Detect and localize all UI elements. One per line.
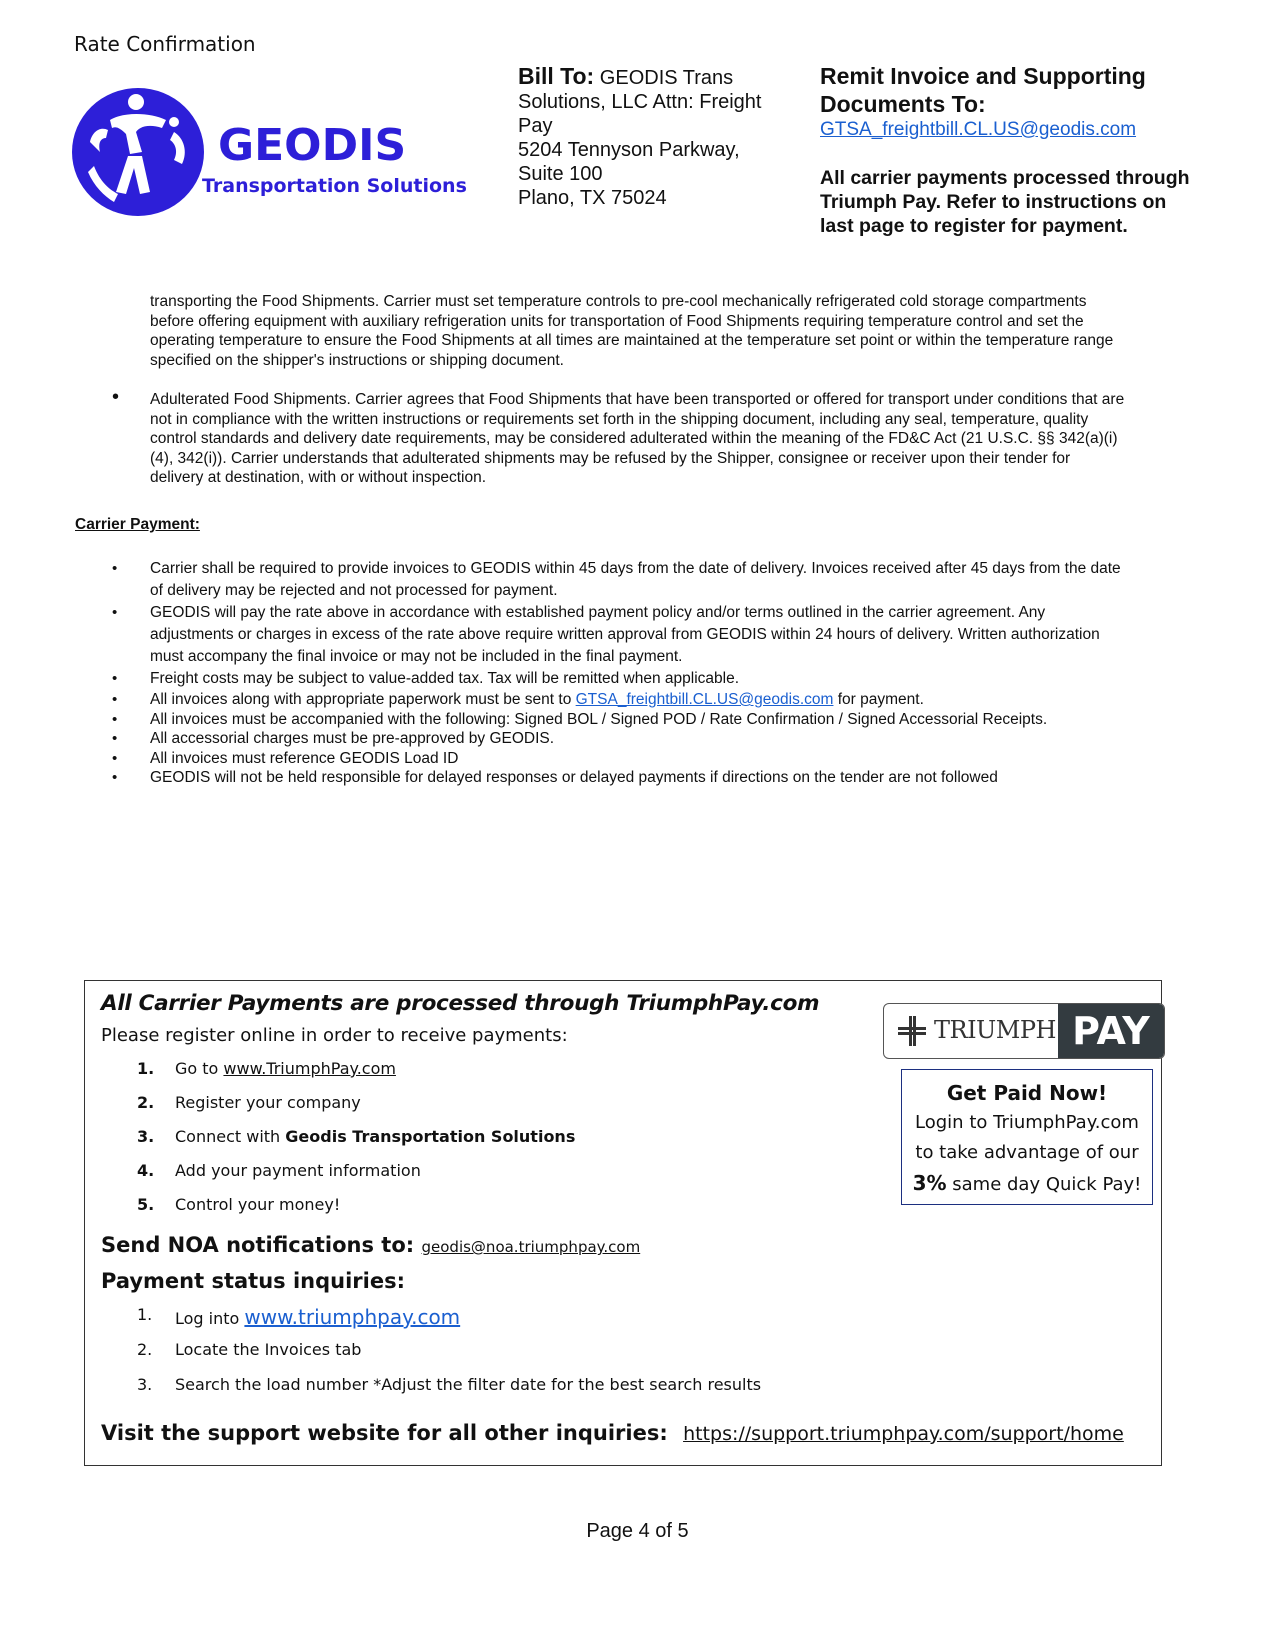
bill-to-block	[518, 64, 783, 210]
food-temperature-paragraph	[150, 292, 1210, 370]
support-line	[101, 1421, 1124, 1445]
paragraph-line: delivery at destination, with or without inspection.	[150, 469, 487, 486]
list-item-line: GEODIS will pay the rate above in accordance with established payment policy and/or terms outlined in the carrier agreement. Any	[150, 604, 1046, 621]
get-paid-line: to take advantage of our	[915, 1142, 1139, 1163]
triumph-cross-icon	[898, 1016, 926, 1046]
bullet-icon: •	[112, 730, 118, 747]
get-paid-line	[902, 1168, 1152, 1200]
triumphpay-logo	[883, 1003, 1165, 1059]
registration-steps	[137, 1059, 575, 1229]
triumphpay-login-link[interactable]: www.triumphpay.com	[244, 1305, 461, 1329]
adulterated-food-paragraph	[112, 386, 1210, 488]
noa-label: Send NOA notifications to:	[101, 1233, 415, 1257]
step-text: Log into	[175, 1309, 245, 1328]
list-item-line: adjustments or charges in excess of the rate above require written approval from GEODIS within 24 hours of delivery. Written authorization	[150, 626, 1100, 643]
paragraph-line: (4), 342(i)). Carrier understands that adulterated shipments may be refused by the Shipper, consignee or receiver upon their tender for	[150, 449, 1071, 467]
list-item	[137, 1161, 575, 1195]
step-text: Connect with	[175, 1127, 286, 1146]
step-text: Register your company	[175, 1093, 361, 1112]
triumphpay-subheading: Please register online in order to receive payments:	[101, 1025, 568, 1046]
list-item	[137, 1340, 761, 1375]
bill-to-line: 5204 Tennyson Parkway,	[518, 139, 740, 161]
list-item	[112, 668, 1210, 690]
geodis-logo	[70, 82, 470, 222]
triumph-wordmark: TRIUMPH	[934, 1016, 1056, 1044]
support-url-link[interactable]: https://support.triumphpay.com/support/home	[683, 1423, 1124, 1445]
list-item	[112, 558, 1210, 602]
list-item-line: Carrier shall be required to provide invoices to GEODIS within 45 days from the date of delivery. Invoices received after 45 days from the date	[150, 560, 1121, 577]
list-item	[137, 1305, 761, 1340]
get-paid-title: Get Paid Now!	[946, 1081, 1108, 1105]
remit-block	[820, 62, 1240, 238]
list-item	[112, 690, 1210, 710]
get-paid-text: same day Quick Pay!	[946, 1174, 1142, 1195]
paragraph-line: before offering equipment with auxiliary refrigeration units for transportation of Food Shipments requiring temperature control and set the	[150, 312, 1084, 330]
bill-to-label: Bill To:	[518, 63, 595, 89]
list-item	[137, 1059, 575, 1093]
get-paid-line: Login to TriumphPay.com	[915, 1112, 1139, 1133]
step-number: 1.	[137, 1059, 155, 1078]
logo-wordmark: GEODIS	[218, 120, 407, 171]
bill-to-line: Suite 100	[518, 163, 603, 185]
list-item	[112, 602, 1210, 668]
remit-notice-line: last page to register for payment.	[820, 215, 1128, 237]
list-item-text: All invoices must reference GEODIS Load ID	[150, 749, 459, 767]
bullet-icon: •	[112, 604, 118, 621]
status-steps	[137, 1305, 761, 1410]
pay-wordmark: PAY	[1058, 1004, 1164, 1058]
list-item	[112, 729, 1210, 749]
step-number: 1.	[137, 1305, 153, 1324]
carrier-payment-heading: Carrier Payment:	[75, 516, 200, 533]
list-item	[137, 1127, 575, 1161]
paragraph-line: not in compliance with the written instructions or requirements set forth in the shipping document, including any seal, temperature, quality	[150, 410, 1089, 428]
paragraph-line: Adulterated Food Shipments. Carrier agrees that Food Shipments that have been transported or offered for transport under conditions that are	[150, 391, 1125, 408]
step-text: Go to	[175, 1059, 224, 1078]
step-text: Add your payment information	[175, 1161, 421, 1180]
bullet-icon: •	[112, 769, 118, 786]
paragraph-line: operating temperature to ensure the Food Shipments at all times are maintained at the temperature set point or within the temperature range	[150, 332, 1114, 349]
step-number: 2.	[137, 1340, 153, 1359]
support-label: Visit the support website for all other inquiries:	[101, 1421, 668, 1445]
invoice-email-link[interactable]: GTSA_freightbill.CL.US@geodis.com	[575, 691, 834, 708]
bill-to-line: Plano, TX 75024	[518, 187, 667, 209]
bullet-icon: •	[112, 710, 118, 728]
triumphpay-link[interactable]: www.TriumphPay.com	[223, 1059, 396, 1078]
list-item-text: All invoices must be accompanied with the following: Signed BOL / Signed POD / Rate Confirmation / Signed Accessorial Receipts.	[150, 710, 1048, 728]
paragraph-line: transporting the Food Shipments. Carrier must set temperature controls to pre-cool mechanically refrigerated cold storage compartments	[150, 293, 1087, 310]
list-item	[137, 1375, 761, 1410]
list-item-line: of delivery may be rejected and not processed for payment.	[150, 582, 558, 599]
remit-notice-line: All carrier payments processed through	[820, 167, 1190, 189]
list-item	[112, 768, 1210, 788]
logo-subtitle: Transportation Solutions	[202, 175, 467, 197]
noa-line	[101, 1233, 640, 1257]
bill-to-line: GEODIS Trans	[599, 67, 734, 89]
paragraph-line: specified on the shipper's instructions or shipping document.	[150, 351, 564, 369]
step-number: 3.	[137, 1127, 155, 1146]
paragraph-line: control standards and delivery date requirements, may be considered adulterated within the meaning of the FD&C Act (21 U.S.C. §§ 342(a)(i)	[150, 430, 1118, 447]
list-item-text: All invoices along with appropriate paperwork must be sent to	[150, 691, 576, 708]
step-text: Search the load number *Adjust the filter date for the best search results	[175, 1375, 762, 1394]
step-text: Control your money!	[175, 1195, 341, 1214]
noa-email-link[interactable]: geodis@noa.triumphpay.com	[421, 1238, 641, 1256]
geodis-emblem-icon	[70, 82, 470, 222]
list-item-text: All accessorial charges must be pre-approved by GEODIS.	[150, 730, 555, 747]
list-item-text: for payment.	[833, 691, 924, 708]
list-item	[137, 1195, 575, 1229]
triumphpay-heading: All Carrier Payments are processed through TriumphPay.com	[101, 991, 820, 1016]
bullet-icon: •	[112, 386, 120, 408]
bullet-icon: •	[112, 749, 118, 767]
list-item	[112, 749, 1210, 769]
bullet-icon: •	[112, 670, 118, 687]
triumphpay-box	[84, 980, 1162, 1466]
document-title: Rate Confirmation	[74, 32, 256, 56]
list-item-text: GEODIS will not be held responsible for delayed responses or delayed payments if directions on the tender are not followed	[150, 769, 998, 786]
page-number: Page 4 of 5	[586, 1520, 689, 1542]
remit-heading: Documents To:	[820, 91, 986, 117]
bullet-icon: •	[112, 560, 118, 577]
remit-email-link[interactable]: GTSA_freightbill.CL.US@geodis.com	[820, 119, 1137, 140]
carrier-payment-list	[112, 558, 1210, 788]
step-number: 2.	[137, 1093, 155, 1112]
step-number: 3.	[137, 1375, 153, 1394]
bill-to-line: Solutions, LLC Attn: Freight	[518, 91, 762, 113]
list-item	[112, 710, 1210, 730]
remit-notice	[820, 166, 1240, 238]
step-text-bold: Geodis Transportation Solutions	[285, 1127, 576, 1146]
list-item-line: must accompany the final invoice or may not be included in the final payment.	[150, 648, 683, 665]
quick-pay-percent: 3%	[912, 1171, 947, 1195]
remit-heading: Remit Invoice and Supporting	[820, 63, 1146, 89]
get-paid-callout	[901, 1069, 1153, 1205]
step-number: 4.	[137, 1161, 155, 1180]
list-item	[137, 1093, 575, 1127]
payment-status-heading: Payment status inquiries:	[101, 1269, 405, 1293]
list-item-line: Freight costs may be subject to value-added tax. Tax will be remitted when applicable.	[150, 670, 740, 687]
step-number: 5.	[137, 1195, 155, 1214]
bullet-icon: •	[112, 691, 118, 708]
step-text: Locate the Invoices tab	[175, 1340, 362, 1359]
remit-notice-line: Triumph Pay. Refer to instructions on	[820, 191, 1167, 213]
bill-to-line: Pay	[518, 115, 553, 137]
